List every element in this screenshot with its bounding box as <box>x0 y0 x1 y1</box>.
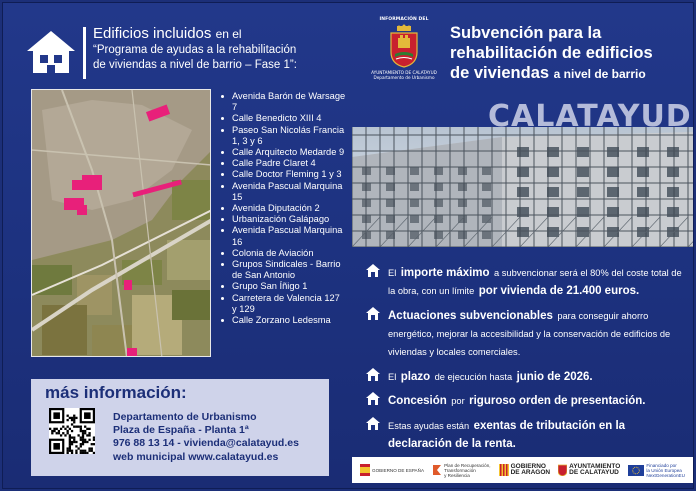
text-bold: Concesión <box>388 395 447 407</box>
department-name: Departamento de Urbanismo <box>113 411 257 423</box>
house-icon <box>25 27 77 77</box>
logo-gobierno-espana <box>360 464 424 476</box>
list-item <box>366 306 688 360</box>
house-icon <box>366 417 380 430</box>
list-item: Avenida Pascual Marquina 16 <box>219 225 347 247</box>
list-item <box>366 391 688 409</box>
logo-text: DE ARAGON <box>510 469 551 476</box>
list-item: Calle Zorzano Ledesma <box>219 315 347 326</box>
text: de ejecución hasta <box>434 372 513 382</box>
text-bold: Actuaciones subvencionables <box>388 310 553 322</box>
logo-text: GOBIERNO DE ESPAÑA <box>372 467 425 473</box>
title-line-1: Subvención para la <box>450 24 602 42</box>
logo-text: AYUNTAMIENTO <box>569 462 621 470</box>
logo-text: la Unión Europea <box>646 467 682 473</box>
left-header <box>93 25 343 73</box>
list-item: Avenida Pascual Marquina 15 <box>219 181 347 203</box>
header-title-suffix: en el <box>215 27 242 41</box>
list-item <box>366 416 688 452</box>
text-bold: exentas de tributación en la declaración de la renta. <box>388 420 626 450</box>
list-item: Avenida Diputación 2 <box>219 203 347 214</box>
coat-of-arms-icon <box>558 464 567 476</box>
list-item <box>366 263 688 299</box>
city-name: CALATAYUD <box>488 99 692 134</box>
badge-department: Departamento de Urbanismo <box>373 75 435 80</box>
logo-text: y Resiliencia <box>444 472 470 478</box>
header-divider <box>83 27 86 79</box>
list-item: Calle Benedicto XIII 4 <box>219 113 347 124</box>
list-item <box>366 367 688 385</box>
text: Estas ayudas están <box>388 421 470 431</box>
house-icon <box>366 264 380 277</box>
text: para conseguir ahorro energético, mejorar la accesibilidad y la conservación de edificios de viviendas y locales comerciales. <box>388 311 671 357</box>
main-title <box>450 23 690 84</box>
address: Plaza de España - Planta 1ª <box>113 424 249 437</box>
text: El <box>388 268 397 278</box>
text: El <box>388 372 397 382</box>
benefits-list <box>366 263 688 452</box>
phone-email[interactable]: 976 88 13 14 - vivienda@calatayud.es <box>113 437 299 450</box>
sponsor-logos-bar <box>352 457 693 483</box>
list-item: Grupos Sindicales - Barrio de San Antonio <box>219 259 347 281</box>
logo-gobierno-aragon <box>499 464 550 477</box>
logo-text: Financiado por <box>646 462 677 468</box>
logo-text: NextGenerationEU <box>646 472 685 478</box>
badge-council-name: AYUNTAMIENTO DE CALATAYUD <box>371 70 437 75</box>
badge-bottom-label <box>364 70 444 80</box>
list-item: Calle Doctor Fleming 1 y 3 <box>219 169 347 180</box>
header-title-text: Edificios incluidos <box>93 25 212 42</box>
logo-text: GOBIERNO <box>510 462 546 470</box>
list-item: Calle Padre Claret 4 <box>219 158 347 169</box>
text: por <box>451 396 465 406</box>
list-item: Avenida Barón de Warsage 7 <box>219 91 347 113</box>
website[interactable]: web municipal www.calatayud.es <box>113 450 279 463</box>
title-line-3-main: de viviendas <box>450 64 550 82</box>
text-bold: plazo <box>400 371 431 383</box>
list-item: Carretera de Valencia 127 y 129 <box>219 293 347 315</box>
aerial-map-image <box>31 89 211 357</box>
text-bold: riguroso orden de presentación. <box>469 395 646 407</box>
logo-eu <box>628 463 685 478</box>
list-item: Grupo San Íñigo 1 <box>219 281 347 292</box>
house-icon <box>366 368 380 381</box>
text-bold: por vivienda de 21.400 euros. <box>478 285 640 297</box>
left-header-title <box>93 25 343 43</box>
text-bold: junio de 2026. <box>516 371 593 383</box>
more-info-box <box>31 379 329 476</box>
list-item: Calle Arquitecto Medarde 9 <box>219 147 347 158</box>
brochure-page <box>2 2 694 489</box>
list-item: Paseo San Nicolás Francia 1, 3 y 6 <box>219 125 347 147</box>
recovery-plan-icon <box>432 464 442 476</box>
street-list <box>219 91 347 326</box>
spain-crest-icon <box>360 464 370 476</box>
title-line-3 <box>450 63 690 84</box>
logo-recovery-plan <box>432 463 490 478</box>
contact-details <box>113 411 299 464</box>
list-item: Urbanización Galápago <box>219 214 347 225</box>
logo-ayuntamiento <box>558 464 620 477</box>
logo-text: Transformación <box>444 467 476 473</box>
house-icon <box>366 307 380 320</box>
badge-top-label: INFORMACIÓN DEL <box>379 17 429 22</box>
aragon-flag-icon <box>499 464 509 476</box>
qr-code-icon[interactable] <box>49 408 95 454</box>
right-panel <box>348 3 694 489</box>
text: a subvencionar será el 80% del coste total de la obra, con un límite <box>388 268 682 296</box>
coat-of-arms-icon <box>387 24 421 68</box>
city-council-badge <box>364 17 444 97</box>
header-subtitle-1: “Programa de ayudas a la rehabilitación <box>93 44 297 56</box>
eu-flag-icon <box>628 465 644 476</box>
left-panel <box>3 3 348 489</box>
logo-text: DE CALATAYUD <box>569 469 619 476</box>
header-subtitle-2: de viviendas a nivel de barrio – Fase 1”: <box>93 58 297 71</box>
house-icon <box>366 392 380 405</box>
scaffolding-building-photo <box>352 127 694 247</box>
more-info-title: más información: <box>45 383 187 402</box>
title-line-2: rehabilitación de edificios <box>450 44 653 62</box>
list-item: Colonia de Aviación <box>219 248 347 259</box>
title-line-3-suffix: a nivel de barrio <box>553 67 646 81</box>
logo-text: Plan de Recuperación, <box>444 462 491 468</box>
text-bold: importe máximo <box>400 267 490 279</box>
